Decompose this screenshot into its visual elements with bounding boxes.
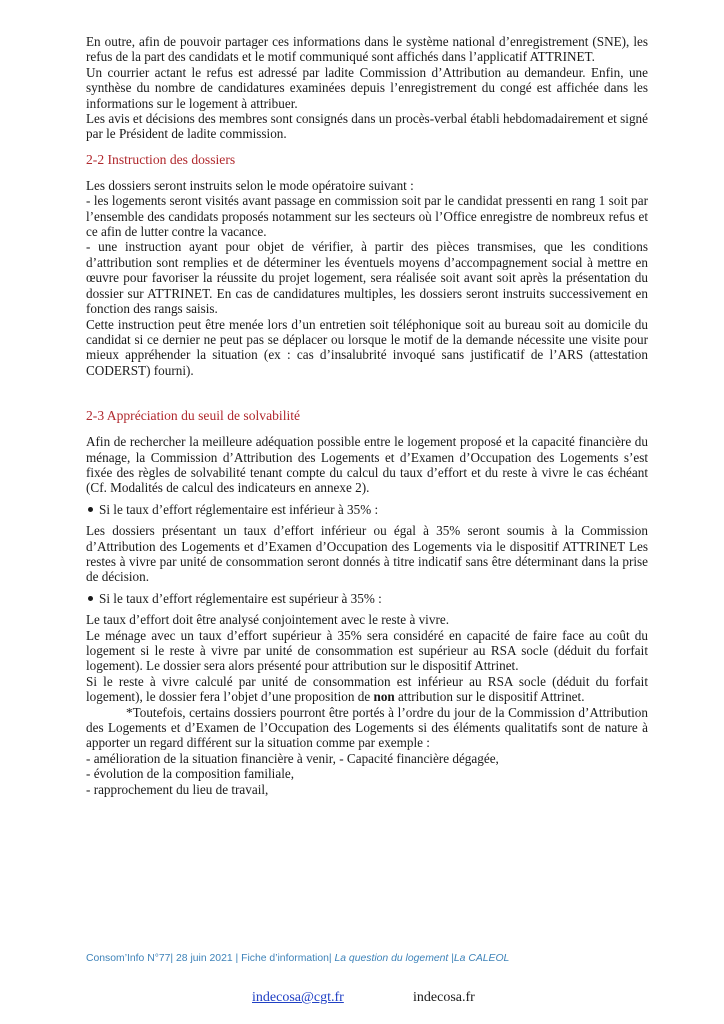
section-2-2-item-instruction: - une instruction ayant pour objet de vérifier, à partir des pièces transmises, que les conditions d’attribution sont remplies et de déterminer les éventuels moyens d’accompagnement social à mettre en œuvre pour favoriser la réussite du projet logement, sera réalisée soit avant soit après la présentation du dossier sur ATTRINET. En cas de candidatures multiples, les dossiers seront instruits successivement en fonction des rangs saisis. xyxy=(86,239,648,317)
section-2-2-item-visite: - les logements seront visités avant passage en commission soit par le candidat pressenti en rang 1 soit par l’ensemble des candidats proposés notamment sur les secteurs où l’Office enregistre de nombreux refus et ce afin de lutter contre la vacance. xyxy=(86,193,648,240)
analyse-conjointe: Le taux d’effort doit être analysé conjointement avec le reste à vivre. xyxy=(86,612,449,628)
bullet-inferieur-35-label: Si le taux d’effort réglementaire est inférieur à 35% : xyxy=(99,501,379,517)
reste-a-vivre-inferieur xyxy=(86,674,648,705)
reste-a-vivre-text-before: Si le reste à vivre calculé par unité de consommation est inférieur au RSA socle (déduit du forfait logement), le dossier fera l’objet d’une proposition de xyxy=(86,673,648,705)
list-item: - évolution de la composition familiale, xyxy=(86,766,295,782)
bullet-superieur-35-label: Si le taux d’effort réglementaire est supérieur à 35% : xyxy=(99,590,382,606)
section-2-2-intro: Les dossiers seront instruits selon le mode opératoire suivant : xyxy=(86,177,414,193)
bullet-superieur-35 xyxy=(86,591,648,606)
bullet-icon xyxy=(88,507,93,512)
footer-info-italic: La question du logement |La CALEOL xyxy=(334,953,510,964)
menage-capacite: Le ménage avec un taux d’effort supérieur à 35% sera considéré en capacité de faire face au coût du logement si le reste à vivre par unité de consommation est supérieur au RSA socle (déduit du forfait logement). Le dossier sera alors présenté pour attribution sur le dispositif Attrinet. xyxy=(86,627,648,674)
section-2-2-closing: Cette instruction peut être menée lors d’un entretien soit téléphonique soit au bureau soit au domicile du candidat si ce dernier ne peut pas se déplacer ou lorsque le motif de la demande nécessite une visite pour mieux appréhender la situation (ex : cas d’insalubrité invoqué sans justificatif de l’ARS (attestation CODERST) fourni). xyxy=(86,316,648,378)
reste-a-vivre-text-after: attribution sur le dispositif Attrinet. xyxy=(394,689,585,705)
email-link[interactable]: indecosa@cgt.fr xyxy=(252,990,344,1005)
footer-info-plain: Consom’Info N°77| 28 juin 2021 | Fiche d’information| xyxy=(86,953,335,964)
non-emphasis: non xyxy=(373,689,395,705)
paragraph-courrier-refus: Un courrier actant le refus est adressé par ladite Commission d’Attribution au demandeur. Enfin, une synthèse du nombre de candidatures examinées depuis l’enregistrement du congé est affichée dans les informations sur le logement à attribuer. xyxy=(86,64,648,111)
list-item: - amélioration de la situation financière à venir, - Capacité financière dégagée, xyxy=(86,750,499,766)
bullet-inferieur-35-text: Les dossiers présentant un taux d’effort inférieur ou égal à 35% seront soumis à la Commission d’Attribution des Logements et d’Examen d’Occupation des Logements via le dispositif ATTRINET Les restes à vivre par unité de consommation seront donnés à titre indicatif sans être déterminant dans la prise de décision. xyxy=(86,523,648,585)
paragraph-avis-decisions: Les avis et décisions des membres sont consignés dans un procès-verbal établi hebdomadairement et signé par le Président de ladite commission. xyxy=(86,111,648,142)
toutefois-paragraph: *Toutefois, certains dossiers pourront être portés à l’ordre du jour de la Commission d’Attribution des Logements et d’Examen de l’Occupation des Logements si des éléments qualitatifs sont de nature à apporter un regard différent sur la situation comme par exemple : xyxy=(86,704,648,751)
document-body xyxy=(86,34,648,797)
section-heading-2-3: 2-3 Appréciation du seuil de solvabilité xyxy=(86,408,301,424)
section-heading-2-2: 2-2 Instruction des dossiers xyxy=(86,151,236,167)
website-text: indecosa.fr xyxy=(413,990,475,1005)
bullet-icon xyxy=(88,596,93,601)
list-item: - rapprochement du lieu de travail, xyxy=(86,781,269,797)
footer-publication-info xyxy=(86,953,646,964)
bullet-inferieur-35 xyxy=(86,502,648,517)
section-2-3-intro: Afin de rechercher la meilleure adéquation possible entre le logement proposé et la capacité financière du ménage, la Commission d’Attribution des Logements et d’Examen d’Occupation des Logements s’est fixée des règles de solvabilité tenant compte du calcul du taux d’effort et du reste à vivre le cas échéant (Cf. Modalités de calcul des indicateurs en annexe 2). xyxy=(86,434,648,496)
paragraph-sne: En outre, afin de pouvoir partager ces informations dans le système national d’enregistrement (SNE), les refus de la part des candidats et le motif communiqué sont affichés dans l’applicatif ATTRINET. xyxy=(86,34,648,65)
